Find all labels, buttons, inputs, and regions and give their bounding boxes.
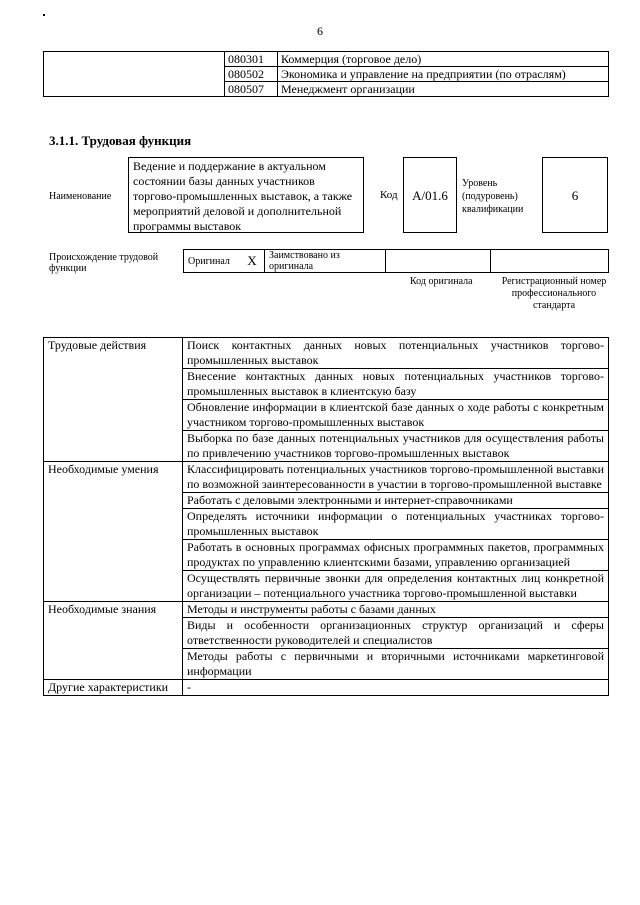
table-row bbox=[184, 250, 609, 273]
item-cell: Выборка по базе данных потенциальных участников для осуществления работы по привлечению участников торгово-промышленных выставок bbox=[183, 431, 609, 462]
original-mark: X bbox=[240, 250, 265, 273]
code-cell: 080502 bbox=[225, 67, 278, 82]
table-row bbox=[44, 52, 609, 67]
item-cell: Внесение контактных данных новых потенциальных участников торгово-промышленных выставок в клиентскую базу bbox=[183, 369, 609, 400]
item-cell: - bbox=[183, 680, 609, 696]
name-cell: Экономика и управление на предприятии (по отраслям) bbox=[278, 67, 609, 82]
page-number: 6 bbox=[317, 24, 323, 38]
item-cell: Работать с деловыми электронными и интернет-справочниками bbox=[183, 493, 609, 509]
item-cell: Определять источники информации о потенциальных участниках торгово-промышленных выставок bbox=[183, 509, 609, 540]
item-cell: Виды и особенности организационных структур организаций и сферы ответственности руководителей и специалистов bbox=[183, 618, 609, 649]
scan-dot bbox=[43, 14, 45, 16]
item-cell: Обновление информации в клиентской базе данных о ходе работы с конкретным участником торгово-промышленных выставок bbox=[183, 400, 609, 431]
category-cell: Трудовые действия bbox=[44, 338, 183, 462]
code-cell: 080301 bbox=[225, 52, 278, 67]
origin-label: Происхождение трудовой функции bbox=[49, 252, 159, 274]
name-label: Наименование bbox=[49, 191, 112, 202]
education-codes-table bbox=[43, 51, 609, 97]
reg-number-cell bbox=[491, 250, 609, 273]
item-cell: Осуществлять первичные звонки для определения контактных лиц конкретной организации – потенциального участника торгово-промышленной выставки bbox=[183, 571, 609, 602]
table-row bbox=[44, 680, 609, 696]
code-original-cell bbox=[386, 250, 491, 273]
table-row bbox=[44, 338, 609, 369]
origin-table bbox=[183, 249, 609, 273]
table-row bbox=[44, 462, 609, 493]
qualification-level-box: 6 bbox=[542, 157, 608, 233]
code-cell: 080507 bbox=[225, 82, 278, 97]
function-details-table bbox=[43, 337, 609, 696]
item-cell: Поиск контактных данных новых потенциальных участников торгово-промышленных выставок bbox=[183, 338, 609, 369]
function-code-box: А/01.6 bbox=[403, 157, 457, 233]
item-cell: Классифицировать потенциальных участников торгово-промышленной выставки по возможной заинтересованности в участии в торгово-промышленной выставке bbox=[183, 462, 609, 493]
original-label: Оригинал bbox=[184, 250, 241, 273]
borrowed-label: Заимствовано из оригинала bbox=[265, 250, 386, 273]
function-name-box: Ведение и поддержание в актуальном состоянии базы данных участников торгово-промышленных выставок, а также мероприятий деловой и дополнительной программы выставок bbox=[128, 157, 364, 233]
category-cell: Необходимые умения bbox=[44, 462, 183, 602]
table-row bbox=[44, 602, 609, 618]
category-cell: Необходимые знания bbox=[44, 602, 183, 680]
name-cell: Коммерция (торговое дело) bbox=[278, 52, 609, 67]
code-original-label: Код оригинала bbox=[410, 276, 473, 287]
item-cell: Методы и инструменты работы с базами данных bbox=[183, 602, 609, 618]
qualification-level-label: Уровень (подуровень) квалификации bbox=[462, 178, 524, 215]
reg-number-label: Регистрационный номер профессионального стандарта bbox=[501, 276, 607, 311]
name-cell: Менеджмент организации bbox=[278, 82, 609, 97]
code-label: Код bbox=[380, 189, 398, 201]
blank-cell bbox=[44, 52, 225, 97]
section-title: 3.1.1. Трудовая функция bbox=[49, 133, 192, 148]
category-cell: Другие характеристики bbox=[44, 680, 183, 696]
item-cell: Методы работы с первичными и вторичными источниками маркетинговой информации bbox=[183, 649, 609, 680]
item-cell: Работать в основных программах офисных программных пакетов, программных продуктах по управлению клиентскими базами, управлению организацией bbox=[183, 540, 609, 571]
